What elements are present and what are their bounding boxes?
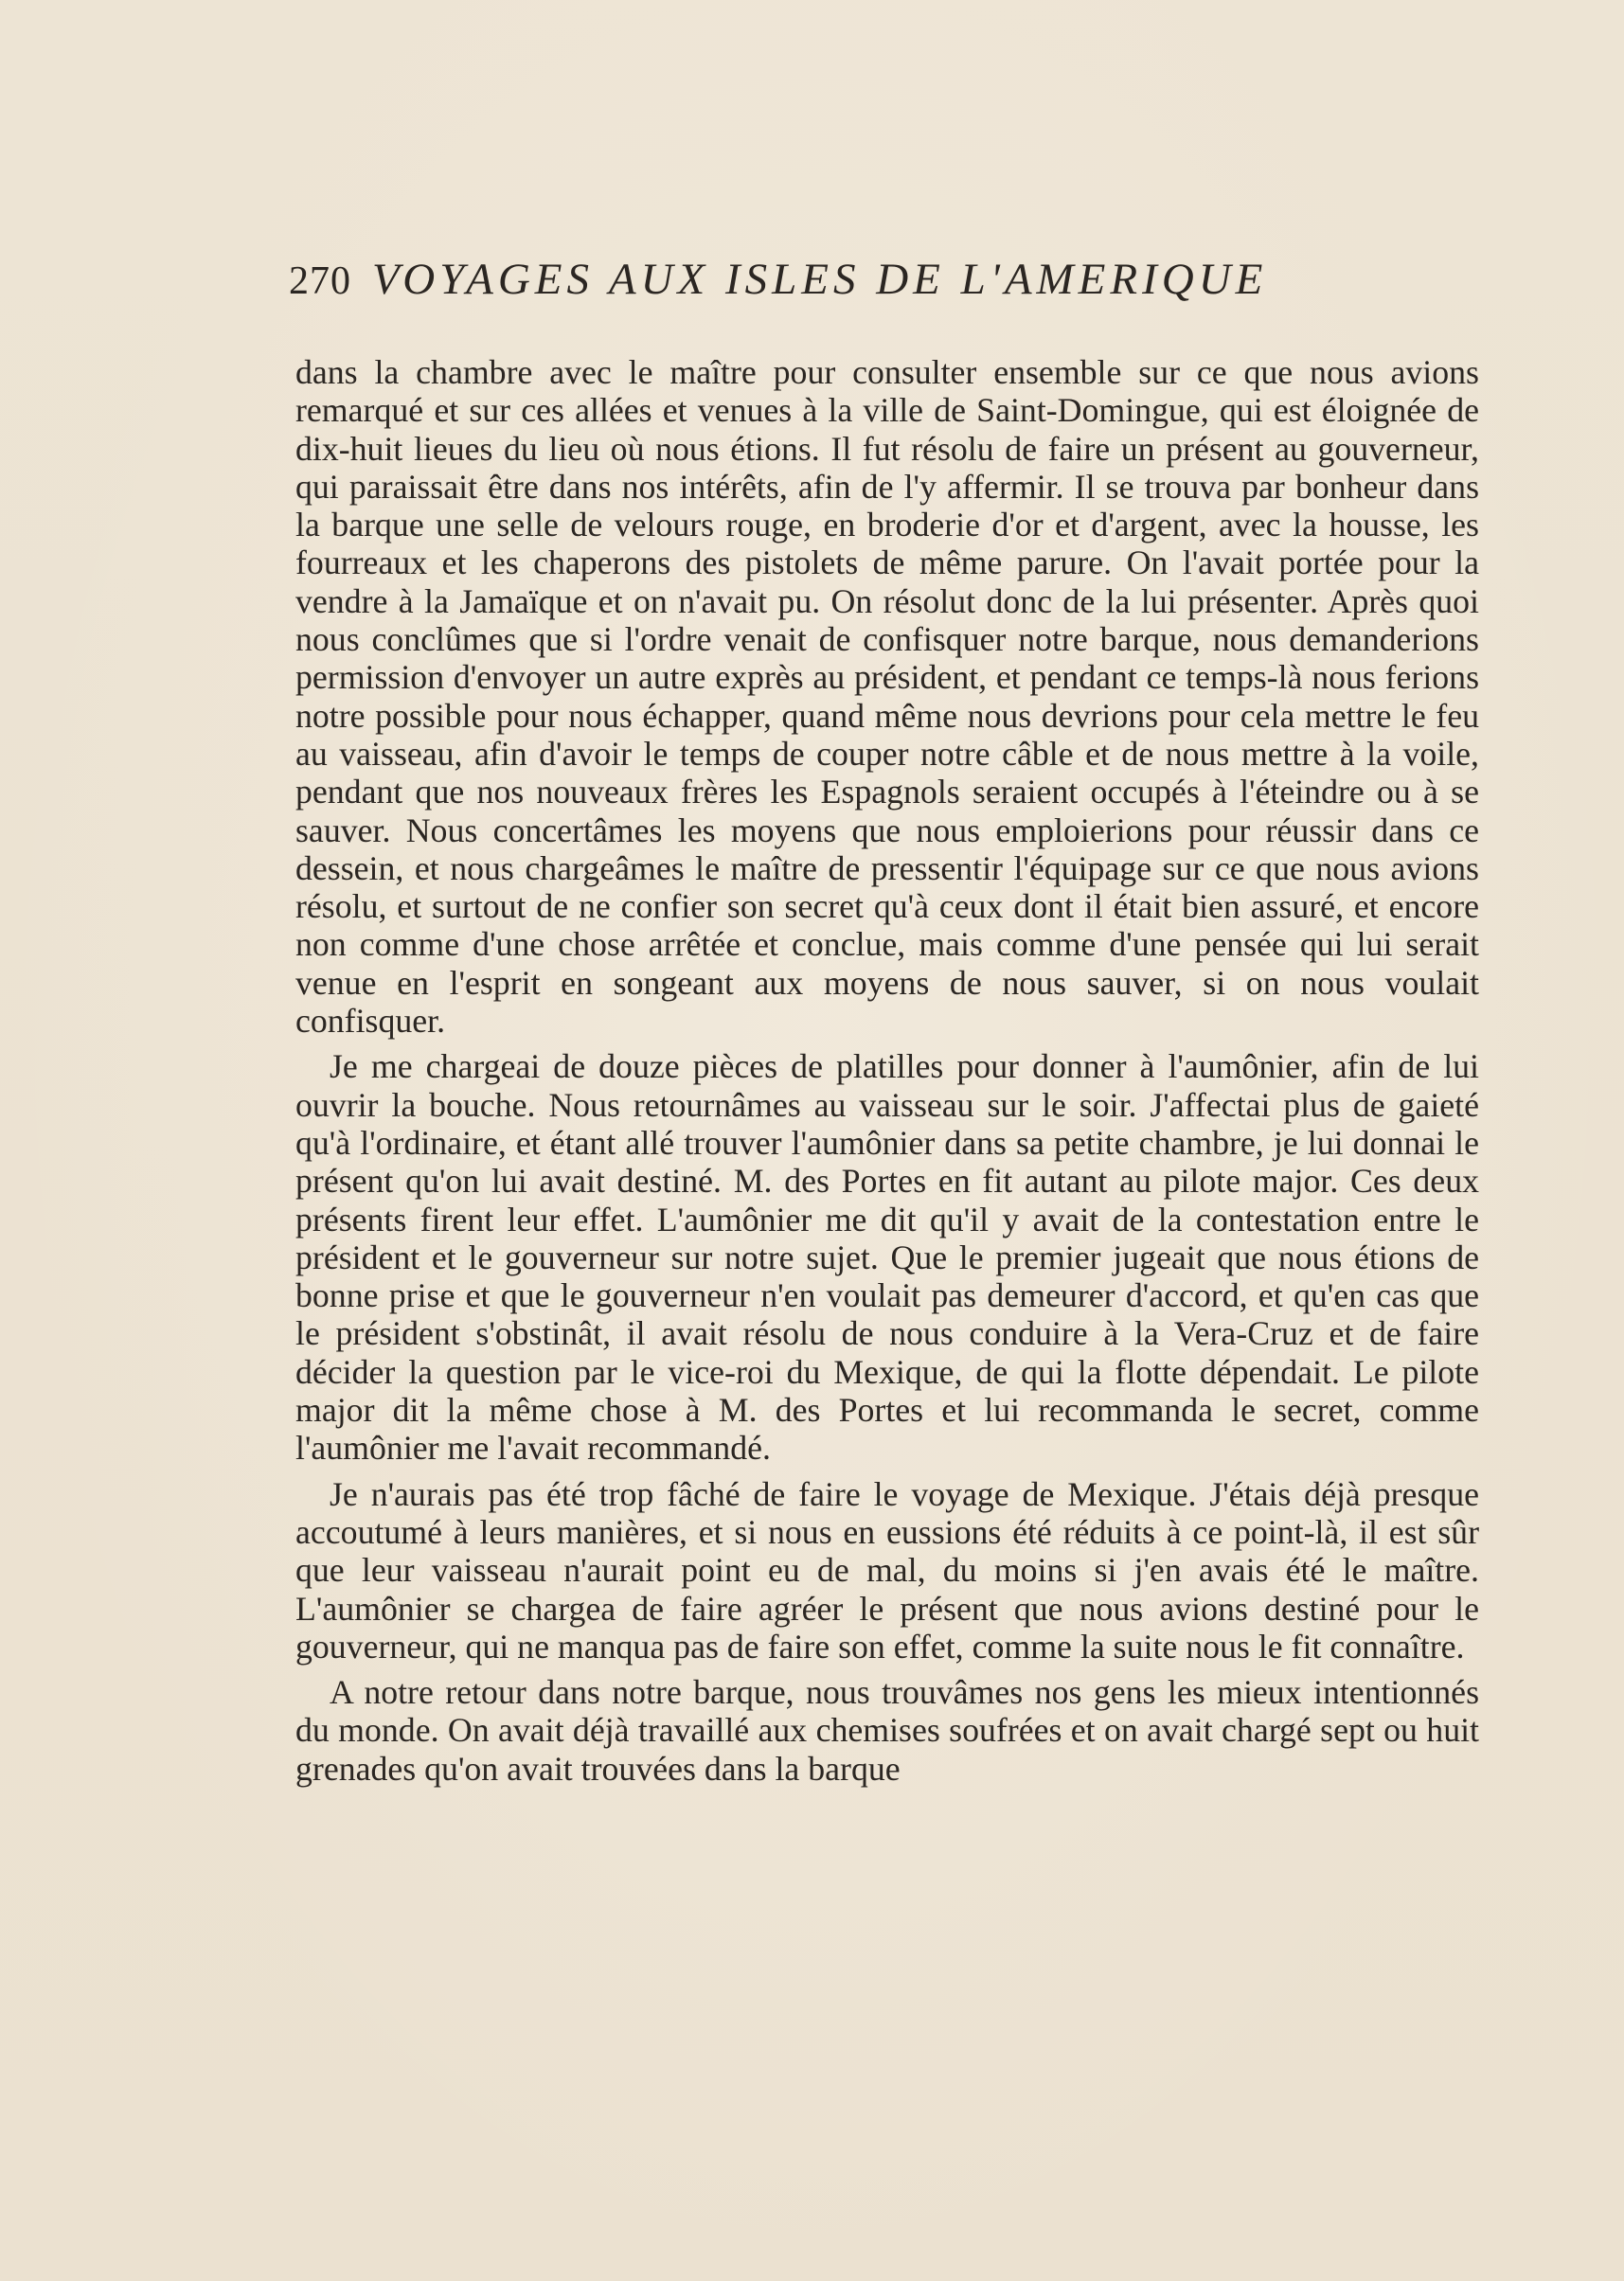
paragraph: Je me chargeai de douze pièces de platilles pour donner à l'aumônier, afin de lui ouvrir la bouche. Nous retournâmes au vaisseau sur le soir. J'affectai plus de gaieté qu'à l'ordinaire, et étant allé trouver l'aumônier dans sa petite chambre, je lui donnai le présent qu'on lui avait destiné. M. des Portes en fit autant au pilote major. Ces deux présents firent leur effet. L'aumônier me dit qu'il y avait de la contestation entre le président et le gouverneur sur notre sujet. Que le premier jugeait que nous étions de bonne prise et que le gouverneur n'en voulait pas demeurer d'accord, et qu'en cas que le président s'obstinât, il avait résolu de nous conduire à la Vera-Cruz et de faire décider la question par le vice-roi du Mexique, de qui la flotte dépendait. Le pilote major dit la même chose à M. des Portes et lui recommanda le secret, comme l'aumônier me l'avait recommandé. xyxy=(295,1047,1479,1468)
book-title: VOYAGES AUX ISLES DE L'AMERIQUE xyxy=(372,255,1268,304)
running-head xyxy=(289,254,1406,320)
paragraph: dans la chambre avec le maître pour consulter ensemble sur ce que nous avions remarqué et sur ces allées et venues à la ville de Saint-Domingue, qui est éloignée de dix-huit lieues du lieu où nous étions. Il fut résolu de faire un présent au gouverneur, qui paraissait être dans nos intérêts, afin de l'y affermir. Il se trouva par bonheur dans la barque une selle de velours rouge, en broderie d'or et d'argent, avec la housse, les fourreaux et les chaperons des pistolets de même parure. On l'avait portée pour la vendre à la Jamaïque et on n'avait pu. On résolut donc de la lui présenter. Après quoi nous conclûmes que si l'ordre venait de confisquer notre barque, nous demanderions permission d'envoyer un autre exprès au président, et pendant ce temps-là nous ferions notre possible pour nous échapper, quand même nous devrions pour cela mettre le feu au vaisseau, afin d'avoir le temps de couper notre câble et de nous mettre à la voile, pendant que nos nouveaux frères les Espagnols seraient occupés à l'éteindre ou à se sauver. Nous concertâmes les moyens que nous emploierions pour réussir dans ce dessein, et nous chargeâmes le maître de pressentir l'équipage sur ce que nous avions résolu, et surtout de ne confier son secret qu'à ceux dont il était bien assuré, et encore non comme d'une chose arrêtée et conclue, mais comme d'une pensée qui lui serait venue en l'esprit en songeant aux moyens de nous sauver, si on nous voulait confisquer. xyxy=(295,353,1479,1041)
paragraph: Je n'aurais pas été trop fâché de faire le voyage de Mexique. J'étais déjà presque accoutumé à leurs manières, et si nous en eussions été réduits à ce point-là, il est sûr que leur vaisseau n'aurait point eu de mal, du moins si j'en avais été le maître. L'aumônier se chargea de faire agréer le présent que nous avions destiné pour le gouverneur, qui ne manqua pas de faire son effet, comme la suite nous le fit connaître. xyxy=(295,1474,1479,1666)
body-text xyxy=(295,353,1479,1795)
paragraph: A notre retour dans notre barque, nous trouvâmes nos gens les mieux intentionnés du monde. On avait déjà travaillé aux chemises soufrées et on avait chargé sept ou huit grenades qu'on avait trouvées dans la barque xyxy=(295,1673,1479,1788)
page-number: 270 xyxy=(289,259,351,303)
